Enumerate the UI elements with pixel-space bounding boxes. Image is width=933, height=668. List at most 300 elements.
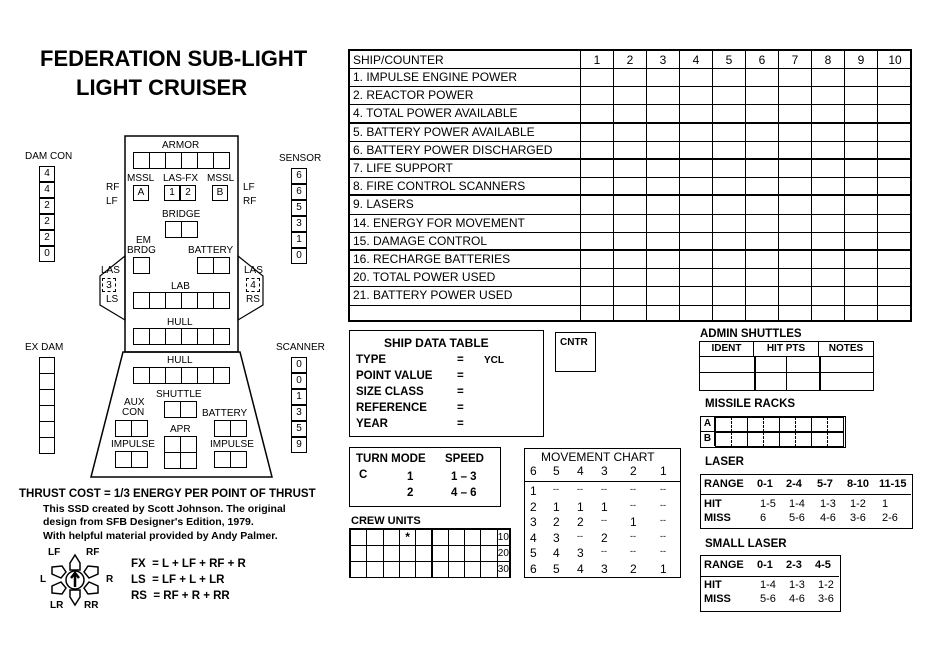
energy-cell[interactable] [812, 160, 845, 178]
hull-box[interactable] [149, 328, 166, 345]
energy-cell[interactable] [581, 196, 614, 214]
energy-cell[interactable] [581, 178, 614, 196]
hull-box[interactable] [197, 328, 214, 345]
energy-cell[interactable] [812, 251, 845, 269]
energy-cell[interactable] [878, 160, 912, 178]
lab-box[interactable] [181, 292, 198, 309]
admin-ident-header: IDENT [700, 342, 754, 357]
energy-cell[interactable] [845, 178, 878, 196]
energy-cell[interactable] [647, 251, 680, 269]
eq-sign: = [457, 418, 464, 430]
exdam-box[interactable] [39, 373, 55, 390]
movement-divider [525, 481, 680, 482]
hull-box[interactable] [213, 328, 230, 345]
missile-rack-cell[interactable] [779, 417, 796, 432]
energy-cell[interactable] [746, 287, 779, 305]
energy-cell[interactable] [746, 69, 779, 87]
energy-cell[interactable] [845, 124, 878, 142]
energy-cell[interactable] [878, 142, 912, 160]
energy-cell[interactable] [713, 233, 746, 251]
energy-cell[interactable] [878, 215, 912, 233]
energy-cell[interactable] [713, 87, 746, 105]
lab-box[interactable] [149, 292, 166, 309]
energy-cell[interactable] [812, 178, 845, 196]
energy-cell[interactable] [746, 160, 779, 178]
movement-cell: -- [601, 546, 607, 556]
sensor-box[interactable]: 1 [291, 232, 307, 248]
energy-cell[interactable] [812, 269, 845, 287]
energy-cell[interactable] [581, 287, 614, 305]
energy-cell[interactable] [614, 251, 647, 269]
missile-rack-cell[interactable] [811, 432, 828, 447]
energy-cell[interactable] [713, 124, 746, 142]
energy-cell[interactable] [647, 233, 680, 251]
energy-cell[interactable] [713, 251, 746, 269]
scanner-box[interactable]: 3 [291, 405, 307, 421]
energy-cell[interactable] [746, 105, 779, 123]
energy-cell[interactable] [746, 87, 779, 105]
crew-unit-box[interactable] [383, 545, 400, 562]
apr-box[interactable] [164, 452, 181, 469]
lab-box[interactable] [213, 292, 230, 309]
armor-box[interactable] [149, 152, 166, 169]
exdam-box[interactable] [39, 421, 55, 438]
energy-cell[interactable] [845, 142, 878, 160]
energy-cell[interactable] [746, 269, 779, 287]
energy-cell[interactable] [713, 178, 746, 196]
hull-box[interactable] [133, 367, 150, 384]
las-label-left: LAS [101, 265, 120, 276]
energy-cell[interactable] [647, 160, 680, 178]
apr-box[interactable] [180, 452, 197, 469]
energy-cell[interactable] [878, 306, 912, 320]
damcon-box[interactable]: 2 [39, 214, 55, 230]
energy-cell[interactable] [779, 178, 812, 196]
energy-cell[interactable] [614, 269, 647, 287]
formula-rs: RS = RF + R + RR [131, 590, 230, 602]
energy-cell[interactable] [713, 160, 746, 178]
energy-cell[interactable] [647, 215, 680, 233]
energy-cell[interactable] [581, 105, 614, 123]
crew-unit-box[interactable] [350, 545, 367, 562]
movement-cell: -- [630, 546, 636, 556]
missile-rack-cell[interactable] [715, 432, 732, 447]
energy-cell[interactable] [647, 196, 680, 214]
sensor-box[interactable]: 6 [291, 168, 307, 184]
battery-box-aft[interactable] [214, 420, 231, 437]
energy-cell[interactable] [680, 160, 713, 178]
las-fx-box-1[interactable]: 1 [164, 185, 180, 201]
energy-cell[interactable] [647, 269, 680, 287]
sensor-box[interactable]: 3 [291, 216, 307, 232]
scanner-label: SCANNER [276, 342, 325, 353]
crew-unit-box[interactable] [432, 545, 449, 562]
speed-row1: 1 – 3 [451, 471, 477, 483]
damcon-box[interactable]: 4 [39, 166, 55, 182]
counter-box[interactable] [555, 332, 596, 372]
crew-unit-box[interactable] [366, 545, 383, 562]
impulse-box[interactable] [115, 451, 132, 468]
turn-mode-header: TURN MODE [356, 453, 426, 465]
energy-header: SHIP/COUNTER [353, 53, 444, 67]
crew-unit-box[interactable] [432, 561, 449, 578]
energy-cell[interactable] [845, 251, 878, 269]
energy-cell[interactable] [746, 178, 779, 196]
missile-rack-cell[interactable] [827, 432, 844, 447]
energy-cell[interactable] [812, 124, 845, 142]
energy-cell[interactable] [680, 287, 713, 305]
energy-cell[interactable] [647, 69, 680, 87]
energy-cell[interactable] [845, 196, 878, 214]
scanner-box[interactable]: 1 [291, 389, 307, 405]
shuttle-box[interactable] [164, 401, 181, 418]
crew-unit-box[interactable] [383, 561, 400, 578]
hull-box[interactable] [165, 367, 182, 384]
lab-box[interactable] [165, 292, 182, 309]
admin-divider [786, 357, 787, 390]
crew-unit-box[interactable] [366, 529, 383, 546]
armor-box[interactable] [197, 152, 214, 169]
crew-unit-box[interactable] [464, 545, 481, 562]
energy-cell[interactable] [614, 306, 647, 320]
energy-cell[interactable] [779, 287, 812, 305]
energy-cell[interactable] [878, 69, 912, 87]
energy-cell[interactable] [713, 105, 746, 123]
energy-cell[interactable] [680, 142, 713, 160]
energy-cell[interactable] [845, 160, 878, 178]
las-fx-box-2[interactable]: 2 [180, 185, 196, 201]
energy-cell[interactable] [746, 124, 779, 142]
missile-a-box[interactable]: A [133, 185, 149, 201]
emergency-bridge-box[interactable] [133, 257, 150, 274]
lab-box[interactable] [197, 292, 214, 309]
energy-cell[interactable] [713, 269, 746, 287]
energy-cell[interactable] [845, 306, 878, 320]
bridge-box[interactable] [165, 221, 182, 238]
hull-box[interactable] [197, 367, 214, 384]
energy-cell[interactable] [779, 196, 812, 214]
crew-title: CREW UNITS [351, 515, 421, 527]
exdam-box[interactable] [39, 405, 55, 422]
laser-ls-box[interactable]: 3 [102, 278, 116, 292]
apr-box[interactable] [180, 436, 197, 453]
movement-cell: 3 [553, 530, 560, 545]
energy-cell[interactable] [812, 306, 845, 320]
energy-cell[interactable] [812, 87, 845, 105]
energy-cell[interactable] [746, 251, 779, 269]
missile-rack-cell[interactable] [795, 417, 812, 432]
battery-box-aft[interactable] [230, 420, 247, 437]
damcon-box[interactable]: 2 [39, 198, 55, 214]
energy-cell[interactable] [779, 269, 812, 287]
energy-cell[interactable] [746, 233, 779, 251]
missile-rack-cell[interactable] [715, 417, 732, 432]
energy-cell[interactable] [812, 69, 845, 87]
movement-cell: -- [577, 484, 583, 494]
crew-unit-box[interactable] [432, 529, 449, 546]
energy-cell[interactable] [680, 124, 713, 142]
missile-rack-cell[interactable] [827, 417, 844, 432]
crew-unit-box[interactable] [415, 561, 432, 578]
energy-cell[interactable] [779, 124, 812, 142]
scanner-box[interactable]: 0 [291, 357, 307, 373]
exdam-box[interactable] [39, 437, 55, 454]
missile-rack-cell[interactable] [795, 432, 812, 447]
energy-cell[interactable] [878, 196, 912, 214]
energy-cell[interactable] [878, 124, 912, 142]
energy-cell[interactable] [647, 124, 680, 142]
hull-box[interactable] [181, 328, 198, 345]
energy-cell[interactable] [581, 142, 614, 160]
crew-unit-box[interactable] [383, 529, 400, 546]
missile-rack-b: B [701, 432, 715, 446]
energy-cell[interactable] [878, 178, 912, 196]
turn-columns [581, 51, 912, 69]
energy-cell[interactable] [845, 105, 878, 123]
damcon-box[interactable]: 4 [39, 182, 55, 198]
ship-data-table [349, 330, 544, 437]
hull-box[interactable] [181, 367, 198, 384]
energy-cell[interactable] [713, 287, 746, 305]
lf-label-right: LF [243, 182, 255, 193]
energy-row-label: 21. BATTERY POWER USED [350, 287, 581, 305]
laser-header: 2-4 [786, 478, 802, 490]
title-line1: FEDERATION SUB-LIGHT [40, 46, 308, 71]
movement-header: 3 [601, 464, 608, 478]
exdam-box[interactable] [39, 357, 55, 374]
energy-cell[interactable] [878, 287, 912, 305]
energy-cell[interactable] [614, 160, 647, 178]
energy-cell[interactable] [680, 105, 713, 123]
energy-cell[interactable] [713, 215, 746, 233]
missile-rack-cell[interactable] [811, 417, 828, 432]
sensor-box[interactable]: 0 [291, 248, 307, 264]
energy-cell[interactable] [680, 69, 713, 87]
energy-cell[interactable] [614, 105, 647, 123]
ship-data-title: SHIP DATA TABLE [384, 336, 489, 350]
hull-label-aft: HULL [167, 355, 193, 366]
armor-box[interactable] [213, 152, 230, 169]
energy-cell[interactable] [878, 269, 912, 287]
damcon-box[interactable]: 0 [39, 246, 55, 262]
energy-cell[interactable] [614, 69, 647, 87]
missile-b-box[interactable]: B [212, 185, 228, 201]
battery-box[interactable] [197, 257, 214, 274]
movement-cell: -- [630, 530, 636, 541]
armor-box[interactable] [181, 152, 198, 169]
scanner-box[interactable]: 0 [291, 373, 307, 389]
movement-chart [524, 448, 681, 578]
crew-unit-box[interactable] [350, 529, 367, 546]
energy-cell[interactable] [614, 287, 647, 305]
energy-cell[interactable] [581, 160, 614, 178]
energy-cell[interactable] [680, 233, 713, 251]
energy-cell[interactable] [581, 215, 614, 233]
crew-unit-box[interactable] [448, 561, 465, 578]
apr-box[interactable] [164, 436, 181, 453]
missile-rack-cell[interactable] [779, 432, 796, 447]
energy-cell[interactable] [680, 251, 713, 269]
damcon-label: DAM CON [25, 151, 73, 162]
energy-cell[interactable] [746, 142, 779, 160]
energy-cell[interactable] [581, 251, 614, 269]
crew-unit-box[interactable]: * [399, 529, 416, 546]
energy-cell[interactable] [614, 87, 647, 105]
energy-cell[interactable] [878, 251, 912, 269]
aux-con-box[interactable] [115, 420, 132, 437]
energy-cell[interactable] [746, 196, 779, 214]
energy-cell[interactable] [878, 105, 912, 123]
energy-cell[interactable] [680, 87, 713, 105]
turn-mode-class: C [359, 469, 368, 481]
laser-header: 8-10 [847, 478, 870, 490]
energy-cell[interactable] [713, 196, 746, 214]
energy-cell[interactable] [680, 269, 713, 287]
armor-box[interactable] [133, 152, 150, 169]
energy-cell[interactable] [812, 215, 845, 233]
crew-unit-box[interactable] [464, 529, 481, 546]
bridge-box[interactable] [181, 221, 198, 238]
energy-cell[interactable] [713, 306, 746, 320]
energy-cell[interactable] [614, 142, 647, 160]
energy-cell[interactable] [647, 105, 680, 123]
energy-cell[interactable] [812, 233, 845, 251]
missile-rack-cell[interactable] [747, 417, 764, 432]
energy-cell[interactable] [581, 269, 614, 287]
crew-unit-box[interactable] [399, 561, 416, 578]
energy-cell[interactable] [680, 196, 713, 214]
hull-box[interactable] [165, 328, 182, 345]
exdam-box[interactable] [39, 389, 55, 406]
energy-cell[interactable] [878, 233, 912, 251]
crew-unit-box[interactable] [415, 545, 432, 562]
crew-unit-box[interactable] [464, 561, 481, 578]
energy-cell[interactable] [614, 215, 647, 233]
hull-box[interactable] [213, 367, 230, 384]
mssl-label-right: MSSL [207, 173, 235, 184]
laser-rs-box[interactable]: 4 [246, 278, 260, 292]
energy-cell[interactable] [581, 87, 614, 105]
energy-cell[interactable] [614, 178, 647, 196]
energy-cell[interactable] [779, 87, 812, 105]
energy-cell[interactable] [845, 287, 878, 305]
energy-cell[interactable] [614, 124, 647, 142]
energy-cell[interactable] [779, 160, 812, 178]
energy-cell[interactable] [581, 124, 614, 142]
laser-miss: 3-6 [850, 512, 866, 524]
energy-cell[interactable] [779, 215, 812, 233]
energy-cell[interactable] [779, 105, 812, 123]
energy-cell[interactable] [878, 87, 912, 105]
sensor-box[interactable]: 6 [291, 184, 307, 200]
missile-rack-cell[interactable] [763, 432, 780, 447]
hull-box[interactable] [133, 328, 150, 345]
eq-sign: = [457, 370, 464, 382]
energy-cell[interactable] [779, 251, 812, 269]
lab-box[interactable] [133, 292, 150, 309]
energy-cell[interactable] [647, 306, 680, 320]
missile-rack-cell[interactable] [731, 432, 748, 447]
admin-shuttles-table [699, 341, 874, 391]
impulse-box[interactable] [214, 451, 231, 468]
scanner-box[interactable]: 5 [291, 421, 307, 437]
energy-cell[interactable] [845, 215, 878, 233]
energy-cell[interactable] [746, 306, 779, 320]
crew-unit-box[interactable] [399, 545, 416, 562]
battery-box[interactable] [213, 257, 230, 274]
hull-box[interactable] [149, 367, 166, 384]
energy-cell[interactable] [779, 142, 812, 160]
crew-unit-box[interactable] [350, 561, 367, 578]
small-laser-header: 4-5 [815, 559, 831, 571]
crew-unit-box[interactable] [366, 561, 383, 578]
energy-cell[interactable] [581, 69, 614, 87]
energy-cell[interactable] [581, 233, 614, 251]
energy-cell[interactable] [680, 215, 713, 233]
energy-cell[interactable] [614, 233, 647, 251]
missile-rack-cell[interactable] [747, 432, 764, 447]
energy-cell[interactable] [812, 287, 845, 305]
energy-cell[interactable] [647, 87, 680, 105]
impulse-box[interactable] [230, 451, 247, 468]
laser-hit: HIT [704, 498, 722, 510]
crew-unit-box[interactable] [448, 529, 465, 546]
movement-header: 2 [630, 464, 637, 478]
energy-cell[interactable] [647, 178, 680, 196]
shuttle-box[interactable] [180, 401, 197, 418]
impulse-box[interactable] [131, 451, 148, 468]
energy-cell[interactable] [779, 306, 812, 320]
energy-allocation-table [348, 49, 912, 322]
armor-box[interactable] [165, 152, 182, 169]
sensor-box[interactable]: 5 [291, 200, 307, 216]
energy-cell[interactable] [581, 306, 614, 320]
crew-unit-box[interactable] [480, 529, 497, 546]
damcon-box[interactable]: 2 [39, 230, 55, 246]
laser-miss: 6 [760, 512, 767, 524]
energy-cell[interactable] [680, 178, 713, 196]
energy-cell[interactable] [647, 287, 680, 305]
energy-cell[interactable] [713, 69, 746, 87]
energy-cell[interactable] [779, 69, 812, 87]
energy-cell[interactable] [812, 105, 845, 123]
missile-rack-cell[interactable] [763, 417, 780, 432]
energy-cell[interactable] [812, 142, 845, 160]
aux-con-box[interactable] [131, 420, 148, 437]
energy-cell[interactable] [680, 306, 713, 320]
small-laser-hit: 1-3 [789, 579, 805, 591]
energy-cell[interactable] [845, 87, 878, 105]
crew-unit-box[interactable] [480, 545, 497, 562]
energy-cell[interactable] [713, 142, 746, 160]
energy-cell[interactable] [845, 233, 878, 251]
energy-cell[interactable] [614, 196, 647, 214]
eq-sign: = [457, 386, 464, 398]
small-laser-header: 0-1 [757, 559, 773, 571]
energy-cell[interactable] [845, 69, 878, 87]
turn-col: 6 [746, 51, 779, 69]
energy-cell[interactable] [812, 196, 845, 214]
scanner-box[interactable]: 9 [291, 437, 307, 453]
crew-unit-box[interactable] [448, 545, 465, 562]
missile-rack-cell[interactable] [731, 417, 748, 432]
energy-cell[interactable] [746, 215, 779, 233]
crew-unit-box[interactable] [415, 529, 432, 546]
energy-cell[interactable] [779, 233, 812, 251]
energy-cell[interactable] [845, 269, 878, 287]
crew-unit-box[interactable] [480, 561, 497, 578]
energy-cell[interactable] [647, 142, 680, 160]
